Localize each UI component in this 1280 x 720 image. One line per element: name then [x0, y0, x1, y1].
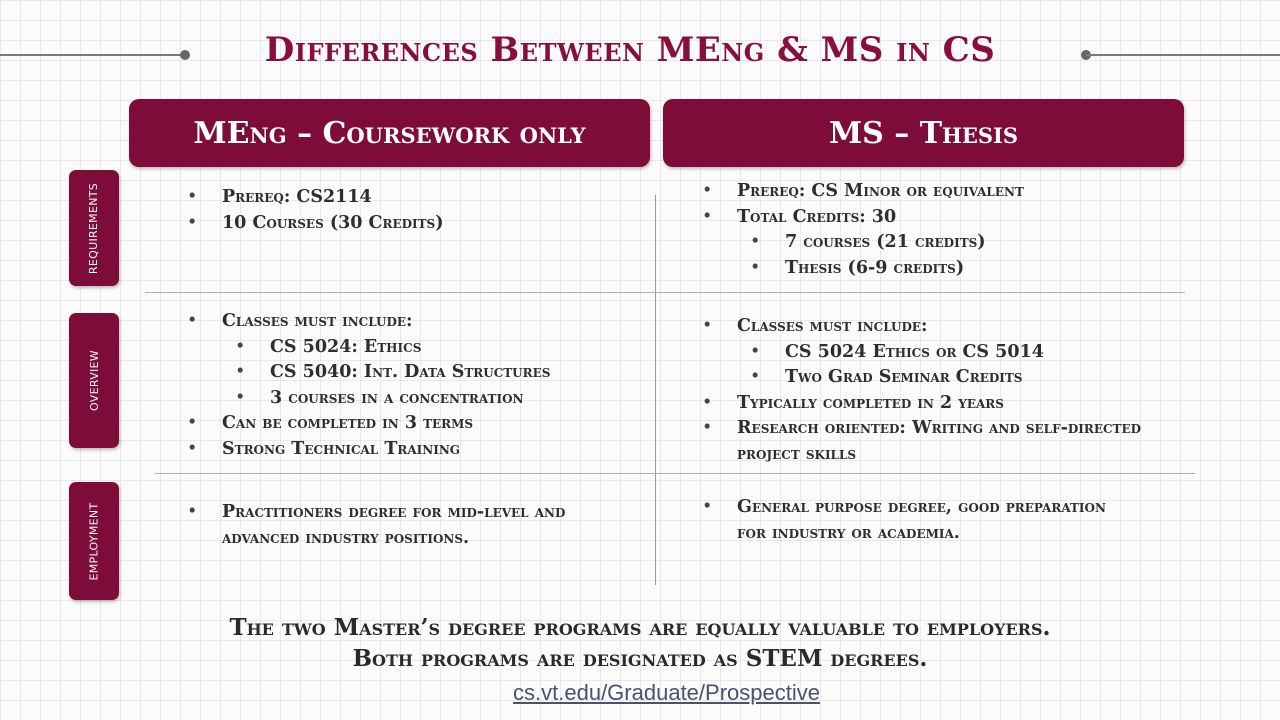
meng-requirements-list	[185, 185, 444, 236]
list-sub-item: • CS 5024: Ethics	[233, 335, 550, 361]
column-header-ms: MS – Thesis	[663, 99, 1184, 167]
meng-employment-list	[185, 500, 625, 551]
row-divider-overview	[155, 473, 1195, 474]
list-item: • Classes must include:	[185, 309, 550, 335]
side-tab-employment	[69, 482, 119, 600]
list-sub-item: • 3 courses in a concentration	[233, 386, 550, 412]
list-item: • Strong Technical Training	[185, 437, 550, 463]
list-item: • Total Credits: 30	[700, 205, 1024, 231]
title-rule-right	[1086, 54, 1280, 56]
list-item: • Can be completed in 3 terms	[185, 411, 550, 437]
ms-overview-list	[700, 314, 1207, 467]
prospective-students-link[interactable]: cs.vt.edu/Graduate/Prospective	[513, 680, 820, 705]
list-item: • Prereq: CS Minor or equivalent	[700, 179, 1024, 205]
page-title: Differences Between MEng & MS in CS	[264, 30, 996, 70]
list-item: • 10 Courses (30 Credits)	[185, 211, 444, 237]
list-item: • General purpose degree, good preparation for industry or academia.	[700, 495, 1120, 546]
column-header-meng: MEng – Coursework only	[129, 99, 650, 167]
title-rule-dot-left	[180, 50, 190, 60]
side-tab-overview	[69, 313, 119, 448]
footer-note-equal-value: The two Master’s degree programs are equally valuable to employers.	[229, 614, 1051, 641]
title-rule-left	[0, 54, 185, 56]
ms-employment-list	[700, 495, 1120, 546]
side-tab-requirements-label: REQUIREMENTS	[87, 182, 101, 274]
side-tab-overview-label: OVERVIEW	[87, 350, 101, 411]
meng-overview-list	[185, 309, 550, 462]
list-item: • Research oriented: Writing and self-directed project skills	[700, 416, 1207, 467]
list-item: • Typically completed in 2 years	[700, 391, 1207, 417]
list-item: • Classes must include:	[700, 314, 1207, 340]
list-sub-item: • CS 5024 Ethics or CS 5014	[748, 340, 1207, 366]
list-item: • Practitioners degree for mid-level and advanced industry positions.	[185, 500, 625, 551]
side-tab-requirements	[69, 170, 119, 286]
footer-note-stem: Both programs are designated as STEM degrees.	[352, 645, 928, 672]
side-tab-employment-label: EMPLOYMENT	[87, 502, 101, 580]
list-sub-item: • 7 courses (21 credits)	[748, 230, 1024, 256]
list-sub-item: • Thesis (6-9 credits)	[748, 256, 1024, 282]
ms-requirements-list	[700, 179, 1024, 281]
row-divider-requirements	[145, 292, 1185, 293]
list-sub-item: • CS 5040: Int. Data Structures	[233, 360, 550, 386]
list-item: • Prereq: CS2114	[185, 185, 444, 211]
column-divider	[655, 195, 656, 585]
list-sub-item: • Two Grad Seminar Credits	[748, 365, 1207, 391]
